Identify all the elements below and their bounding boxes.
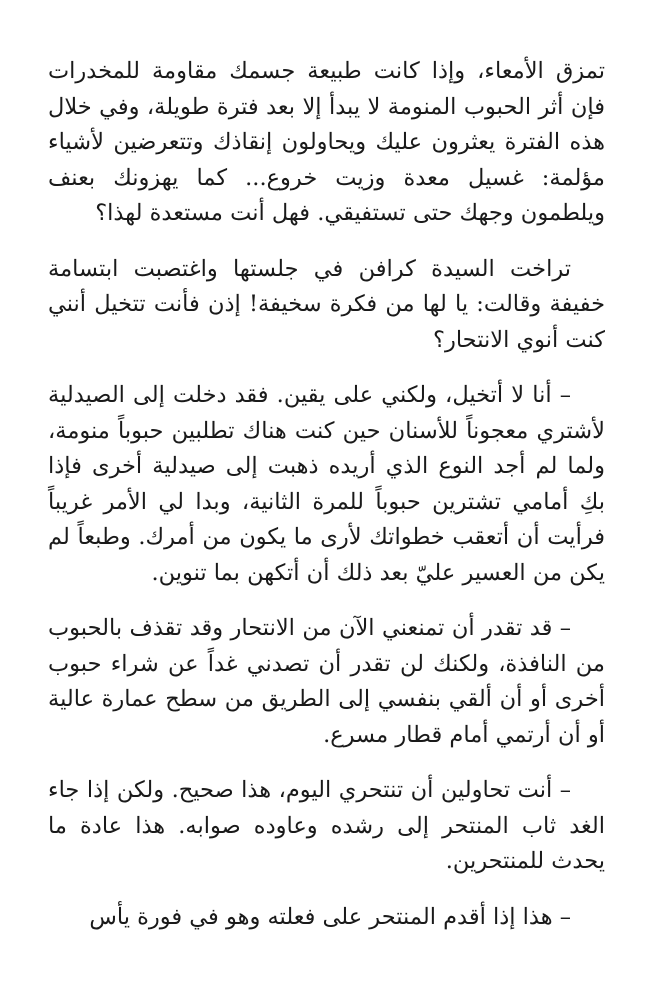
paragraph-6: – هذا إذا أقدم المنتحر على فعلته وهو في فورة يأس <box>89 903 571 930</box>
paragraph-2: تراخت السيدة كرافن في جلستها واغتصبت ابتسامة خفيفة وقالت: يا لها من فكرة سخيفة! إذن فأنت تتخيل أنني كنت أنوي الانتحار؟ <box>48 255 605 353</box>
paragraph-5: – أنت تحاولين أن تنتحري اليوم، هذا صحيح. ولكن إذا جاء الغد ثاب المنتحر إلى رشده وعاوده صوابه. هذا عادة ما يحدث للمنتحرين. <box>48 777 605 874</box>
paragraph-4: – قد تقدر أن تمنعني الآن من الانتحار وقد تقذف بالحبوب من النافذة، ولكنك لن تقدر أن تصدني غداً عن شراء حبوب أخرى أو أن ألقي بنفسي إلى الطريق من سطح عمارة عالية أو أن أرتمي أمام قطار مسرع. <box>48 615 605 748</box>
paragraph-1: تمزق الأمعاء، وإذا كانت طبيعة جسمك مقاومة للمخدرات فإن أثر الحبوب المنومة لا يبدأ إلا بعد فترة طويلة، وفي خلال هذه الفترة يعثرون عليك ويحاولون إنقاذك وتتعرضين لأشياء مؤلمة: غسيل معدة وزيت خروع... كما يهزونك بعنف ويلطمون وجهك حتى تستفيقي. فهل أنت مستعدة لهذا؟ <box>48 58 605 226</box>
paragraph-3: – أنا لا أتخيل، ولكني على يقين. فقد دخلت إلى الصيدلية لأشتري معجوناً للأسنان حين كنت هناك تطلبين حبوباً منومة، ولما لم أجد النوع الذي أريده ذهبت إلى صيدلية أخرى فإذا بكِ أمامي تشترين حبوباً للمرة الثانية، وبدا لي الأمر غريباً فرأيت أن أتعقب خطواتك لأرى ما يكون من أمرك. وطبعاً لم يكن من العسير عليّ بعد ذلك أن أتكهن بما تنوين. <box>48 382 605 586</box>
